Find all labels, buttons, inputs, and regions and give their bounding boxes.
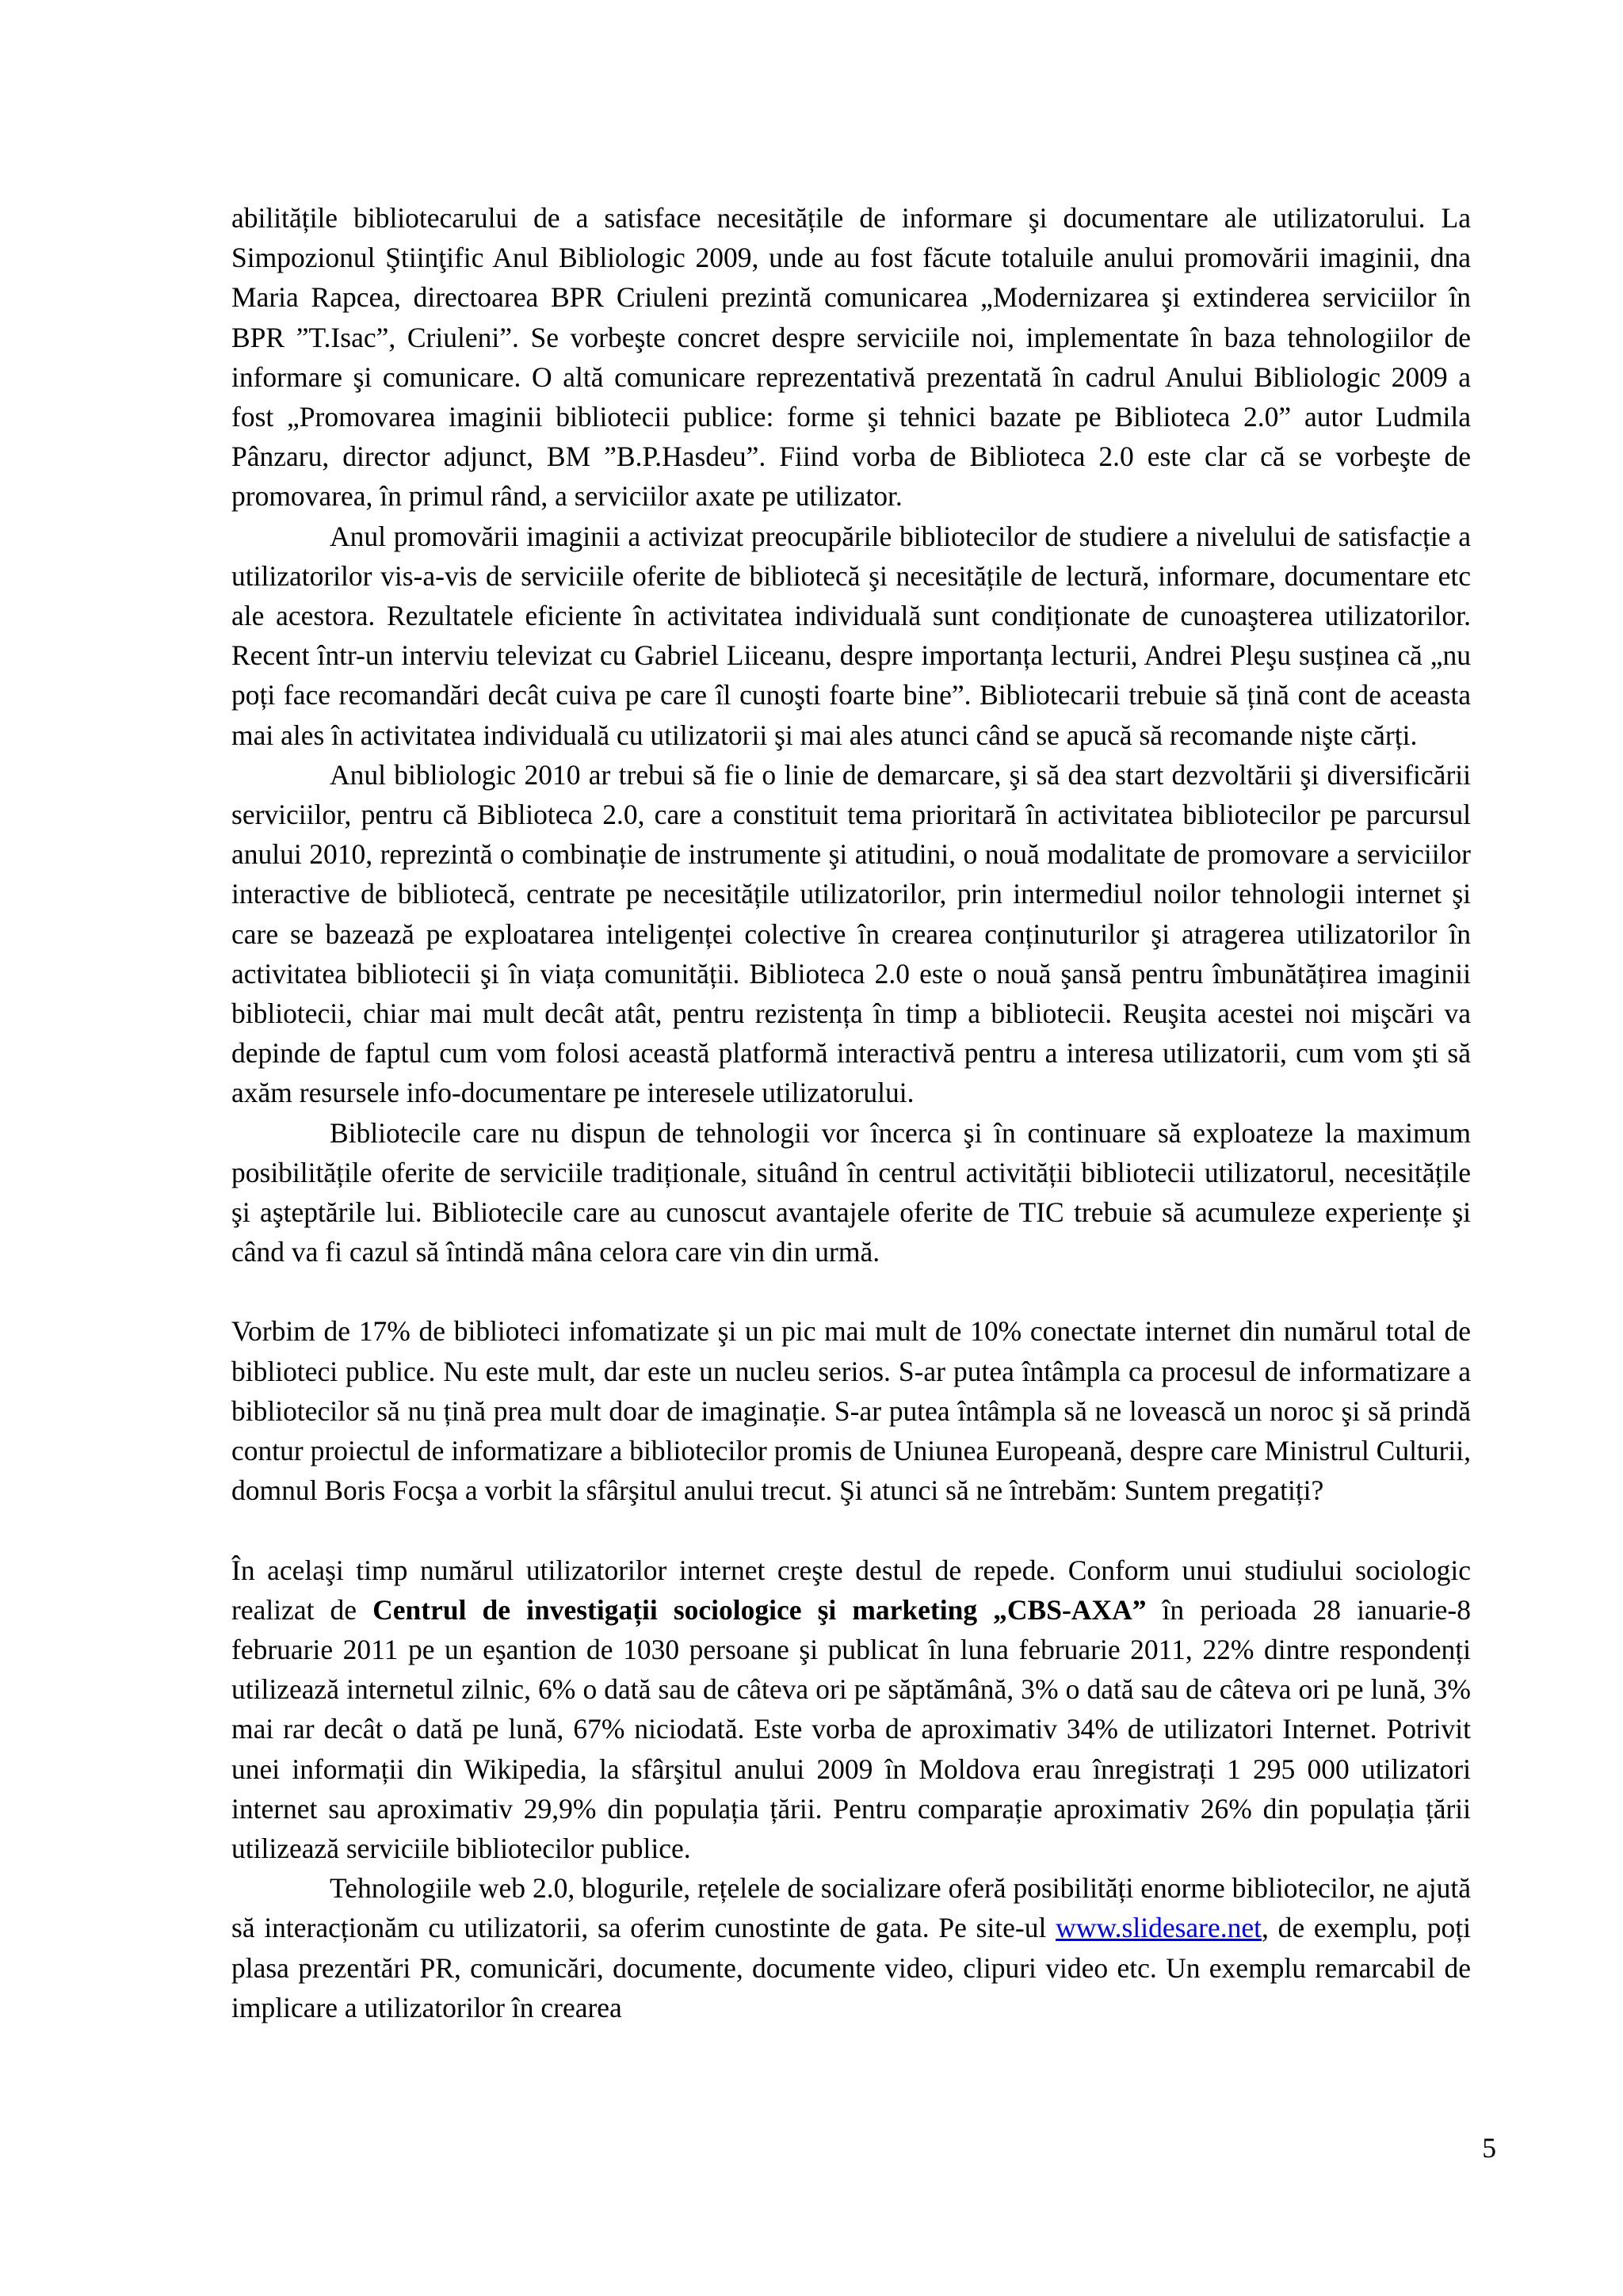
paragraph-7-text-end: , de exemplu, poți plasa prezentări PR, comunicări, documente, documente video, clipuri video etc. Un exemplu remarcabil de implicare a utilizatorilor în crearea bbox=[231, 1912, 1471, 2023]
paragraph-2: Anul promovării imaginii a activizat preocupările bibliotecilor de studiere a nivelului de satisfacție a utilizatorilor vis-a-vis de serviciile oferite de bibliotecă şi necesitățile de lectură, informare, documentare etc ale acestora. Rezultatele eficiente în activitatea individuală sunt condiționate de cunoaşterea utilizatorilor. Recent într-un interviu televizat cu Gabriel Liiceanu, despre importanța lecturii, Andrei Pleşu susținea că „nu poți face recomandări decât cuiva pe care îl cunoşti foarte bine”. Bibliotecarii trebuie să țină cont de aceasta mai ales în activitatea individuală cu utilizatorii şi mai ales atunci când se apucă să recomande nişte cărți. bbox=[231, 520, 1471, 751]
paragraph-6-text-end: în perioada 28 ianuarie-8 februarie 2011 pe un eşantion de 1030 persoane şi publicat în luna februarie 2011, 22% dintre respondenți utilizează internetul zilnic, 6% o dată sau de câteva ori pe săptămână, 3% o dată sau de câteva ori pe lună, 3% mai rar decât o dată pe lună, 67% niciodată. Este vorba de aproximativ 34% de utilizatori Internet. Potrivit unei informații din Wikipedia, la sfârşitul anului 2009 în Moldova erau înregistrați 1 295 000 utilizatori internet sau aproximativ 29,9% din populația țării. Pentru comparație aproximativ 26% din populația țării utilizează serviciile bibliotecilor publice. bbox=[231, 1593, 1471, 1864]
bold-organization-name: Centrul de investigații sociologice şi marketing „CBS-AXA” bbox=[372, 1593, 1147, 1626]
paragraph-6-text-start: În acelaşi timp numărul utilizatorilor internet creşte destul de repede. Conform unui studiului sociologic realizat de bbox=[231, 1554, 1471, 1626]
slidesare-link[interactable]: www.slidesare.net bbox=[1056, 1912, 1262, 1944]
paragraph-7-text-start: Tehnologiile web 2.0, blogurile, rețelele de socializare oferă posibilități enorme bibliotecilor, ne ajută să interacționăm cu utilizatorii, sa oferim cunostinte de gata. Pe site-ul bbox=[231, 1872, 1471, 1944]
paragraph-3: Anul bibliologic 2010 ar trebui să fie o linie de demarcare, şi să dea start dezvoltării şi diversificării serviciilor, pentru că Biblioteca 2.0, care a constituit tema prioritară în activitatea bibliotecilor pe parcursul anului 2010, reprezintă o combinație de instrumente şi atitudini, o nouă modalitate de promovare a serviciilor interactive de bibliotecă, centrate pe necesitățile utilizatorilor, prin intermediul noilor tehnologii internet şi care se bazează pe exploatarea inteligenței colective în crearea conținuturilor şi atragerea utilizatorilor în activitatea bibliotecii şi în viața comunității. Biblioteca 2.0 este o nouă şansă pentru îmbunătățirea imaginii bibliotecii, chiar mai mult decât atât, pentru rezistența în timp a bibliotecii. Reuşita acestei noi mişcări va depinde de faptul cum vom folosi această platformă interactivă pentru a interesa utilizatorii, cum vom şti să axăm resursele info-documentare pe interesele utilizatorului. bbox=[231, 758, 1471, 1109]
paragraph-4: Bibliotecile care nu dispun de tehnologii vor încerca şi în continuare să exploateze la maximum posibilitățile oferite de serviciile tradiționale, situând în centrul activității bibliotecii utilizatorul, necesitățile şi aşteptările lui. Bibliotecile care au cunoscut avantajele oferite de TIC trebuie să acumuleze experiențe şi când va fi cazul să întindă mâna celora care vin din urmă. bbox=[231, 1116, 1471, 1268]
paragraph-7 bbox=[231, 1868, 1471, 2027]
document-body bbox=[231, 198, 1471, 2027]
paragraph-6 bbox=[231, 1550, 1471, 1869]
paragraph-5: Vorbim de 17% de biblioteci infomatizate şi un pic mai mult de 10% conectate internet din numărul total de biblioteci publice. Nu este mult, dar este un nucleu serios. S-ar putea întâmpla ca procesul de informatizare a bibliotecilor să nu țină prea mult doar de imaginație. S-ar putea întâmpla să ne lovească un noroc şi să prindă contur proiectul de informatizare a bibliotecilor promis de Uniunea Europeană, despre care Ministrul Culturii, domnul Boris Focşa a vorbit la sfârşitul anului trecut. Şi atunci să ne întrebăm: Suntem pregatiți? bbox=[231, 1315, 1471, 1507]
paragraph-1: abilitățile bibliotecarului de a satisface necesitățile de informare şi documentare ale utilizatorului. La Simpozionul Ştiinţific Anul Bibliologic 2009, unde au fost făcute totaluile anului promovării imaginii, dna Maria Rapcea, directoarea BPR Criuleni prezintă comunicarea „Modernizarea şi extinderea serviciilor în BPR ”T.Isac”, Criuleni”. Se vorbeşte concret despre serviciile noi, implementate în baza tehnologiilor de informare şi comunicare. O altă comunicare reprezentativă prezentată în cadrul Anului Bibliologic 2009 a fost „Promovarea imaginii bibliotecii publice: forme şi tehnici bazate pe Biblioteca 2.0” autor Ludmila Pânzaru, director adjunct, BM ”B.P.Hasdeu”. Fiind vorba de Biblioteca 2.0 este clar că se vorbeşte de promovarea, în primul rând, a serviciilor axate pe utilizator. bbox=[231, 202, 1471, 513]
page-number: 5 bbox=[1482, 2132, 1496, 2164]
